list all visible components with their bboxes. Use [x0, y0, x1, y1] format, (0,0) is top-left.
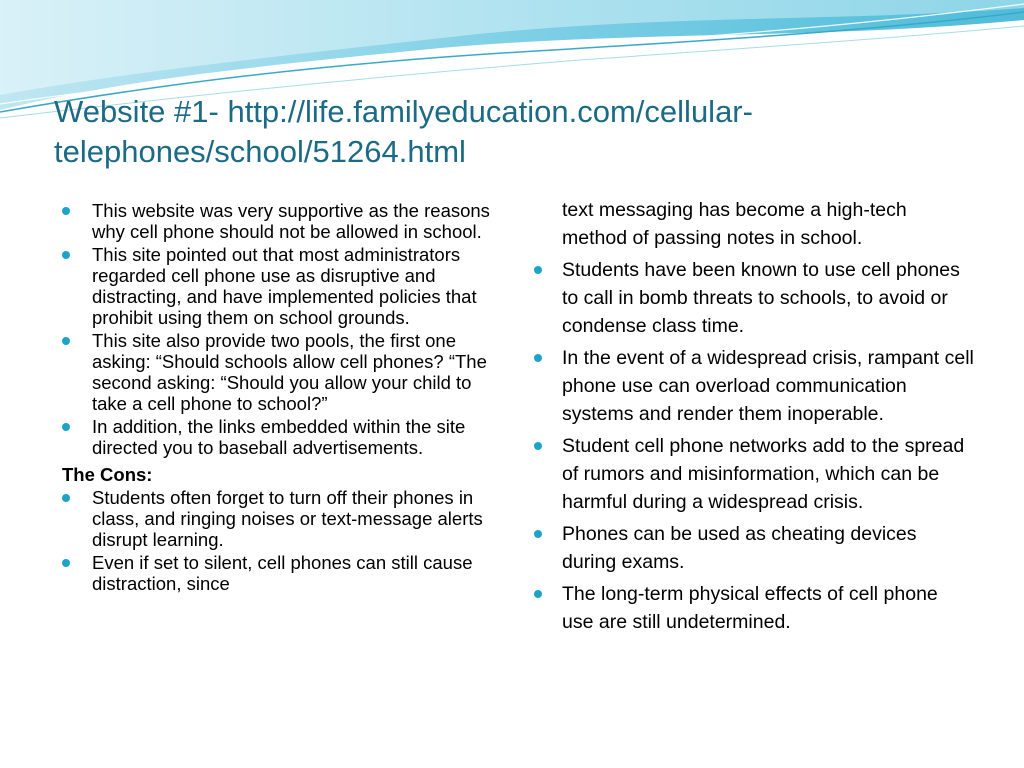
list-item: [62, 552, 502, 594]
bullet-icon: [62, 207, 70, 215]
right-column: [534, 196, 974, 640]
list-item-text: This site pointed out that most administrators regarded cell phone use as disruptive and distracting, and have implemented policies that prohibit using them on school grounds.: [92, 244, 477, 328]
cons-list: [62, 487, 502, 594]
continued-text: text messaging has become a high-tech method of passing notes in school.: [562, 199, 907, 249]
list-item-text: The long-term physical effects of cell phone use are still undetermined.: [562, 583, 938, 633]
cons-list-continued: [534, 256, 974, 636]
slide-title: Website #1- http://life.familyeducation.com/cellular-telephones/school/51264.html: [54, 94, 753, 169]
bullet-icon: [62, 337, 70, 345]
list-item-text: Students often forget to turn off their phones in class, and ringing noises or text-message alerts disrupt learning.: [92, 487, 483, 550]
bullet-icon: [534, 442, 542, 450]
list-item-text: Even if set to silent, cell phones can still cause distraction, since: [92, 552, 473, 594]
list-item-text: Phones can be used as cheating devices during exams.: [562, 523, 917, 573]
list-item-text: In the event of a widespread crisis, rampant cell phone use can overload communication systems and render them inoperable.: [562, 347, 974, 425]
bullet-icon: [62, 559, 70, 567]
list-item: [534, 256, 974, 340]
bullet-icon: [62, 251, 70, 259]
bullet-icon: [62, 494, 70, 502]
list-item-text: This site also provide two pools, the first one asking: “Should schools allow cell phones? “The second asking: “Should you allow your child to take a cell phone to school?”: [92, 330, 487, 414]
list-item: [534, 344, 974, 428]
bullet-icon: [62, 423, 70, 431]
list-item: [62, 487, 502, 550]
left-column: [62, 200, 502, 596]
list-item: [62, 244, 502, 328]
list-item: [62, 200, 502, 242]
list-item: [534, 580, 974, 636]
list-item-text: Student cell phone networks add to the spread of rumors and misinformation, which can be harmful during a widespread crisis.: [562, 435, 965, 513]
list-item: [534, 520, 974, 576]
cons-heading: The Cons:: [62, 464, 153, 485]
bullet-icon: [534, 354, 542, 362]
bullet-icon: [534, 266, 542, 274]
list-item: [62, 416, 502, 458]
bullet-icon: [534, 530, 542, 538]
bullet-icon: [534, 590, 542, 598]
list-item-text: This website was very supportive as the reasons why cell phone should not be allowed in school.: [92, 200, 490, 242]
list-item-text: Students have been known to use cell phones to call in bomb threats to schools, to avoid or condense class time.: [562, 259, 960, 337]
list-item: [534, 432, 974, 516]
list-item: [62, 330, 502, 414]
pros-list: [62, 200, 502, 458]
list-item-text: In addition, the links embedded within the site directed you to baseball advertisements.: [92, 416, 466, 458]
